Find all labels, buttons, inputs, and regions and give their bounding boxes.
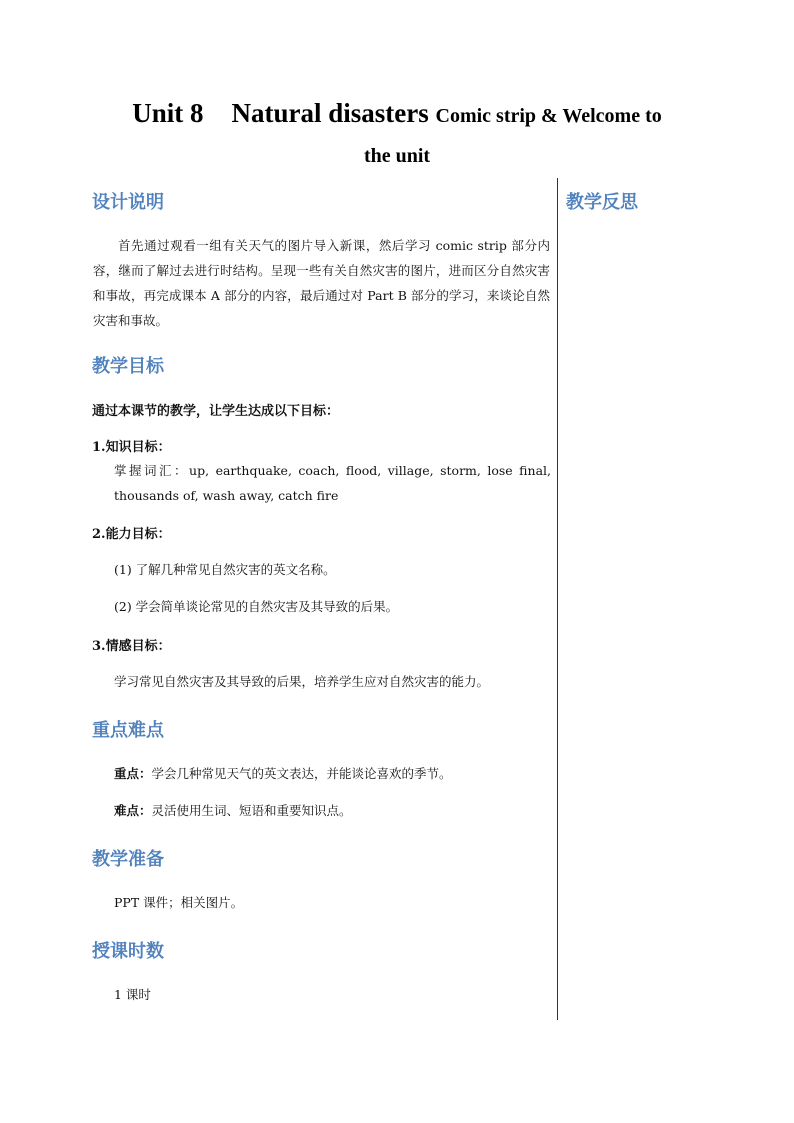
ability-item-2: (2) 学会简单谈论常见的自然灾害及其导致的后果。: [114, 599, 399, 614]
key-point-text: 学会几种常见天气的英文表达，并能谈论喜欢的季节。: [151, 766, 452, 781]
heading-hours: 授课时数: [92, 941, 164, 962]
title-subtitle: Comic strip & Welcome to: [435, 105, 662, 127]
hours-text: 1 课时: [114, 987, 151, 1002]
page-title: [0, 98, 794, 129]
emotion-title: 3.情感目标：: [92, 639, 171, 654]
heading-design: 设计说明: [92, 192, 164, 213]
emotion-text: 学习常见自然灾害及其导致的后果，培养学生应对自然灾害的能力。: [114, 674, 490, 689]
goals-intro: 通过本课节的教学，让学生达成以下目标：: [92, 404, 340, 419]
ability-title: 2.能力目标：: [92, 527, 171, 542]
column-divider: [557, 178, 558, 1020]
heading-preparation: 教学准备: [92, 849, 164, 870]
knowledge-text: 掌握词汇：up, earthquake, coach, flood, village, storm, lose final, thousands of, wash away, catch fire: [114, 463, 551, 503]
heading-reflection: 教学反思: [566, 192, 638, 213]
title-subtitle-line2: the unit: [363, 145, 431, 167]
key-point-label: 重点：: [114, 766, 152, 781]
ability-item-1: (1) 了解几种常见自然灾害的英文名称。: [114, 562, 336, 577]
design-paragraph: 首先通过观看一组有关天气的图片导入新课，然后学习 comic strip 部分内容，继而了解过去进行时结构。呈现一些有关自然灾害的图片，进而区分自然灾害和事故，再完成课本 A 部分的内容，最后通过对 Part B 部分的学习，来谈论自然灾害和事故。: [93, 238, 550, 328]
key-point: [114, 764, 452, 782]
heading-key-points: 重点难点: [92, 720, 164, 741]
title-unit: Unit 8: [132, 98, 204, 128]
knowledge-title: 1.知识目标：: [92, 440, 171, 455]
title-topic: Natural disasters: [231, 98, 429, 128]
heading-goals: 教学目标: [92, 356, 164, 377]
difficulty-point: [114, 801, 352, 819]
difficulty-text: 灵活使用生词、短语和重要知识点。: [151, 803, 352, 818]
difficulty-label: 难点：: [114, 803, 152, 818]
preparation-text: PPT 课件；相关图片。: [114, 895, 244, 910]
